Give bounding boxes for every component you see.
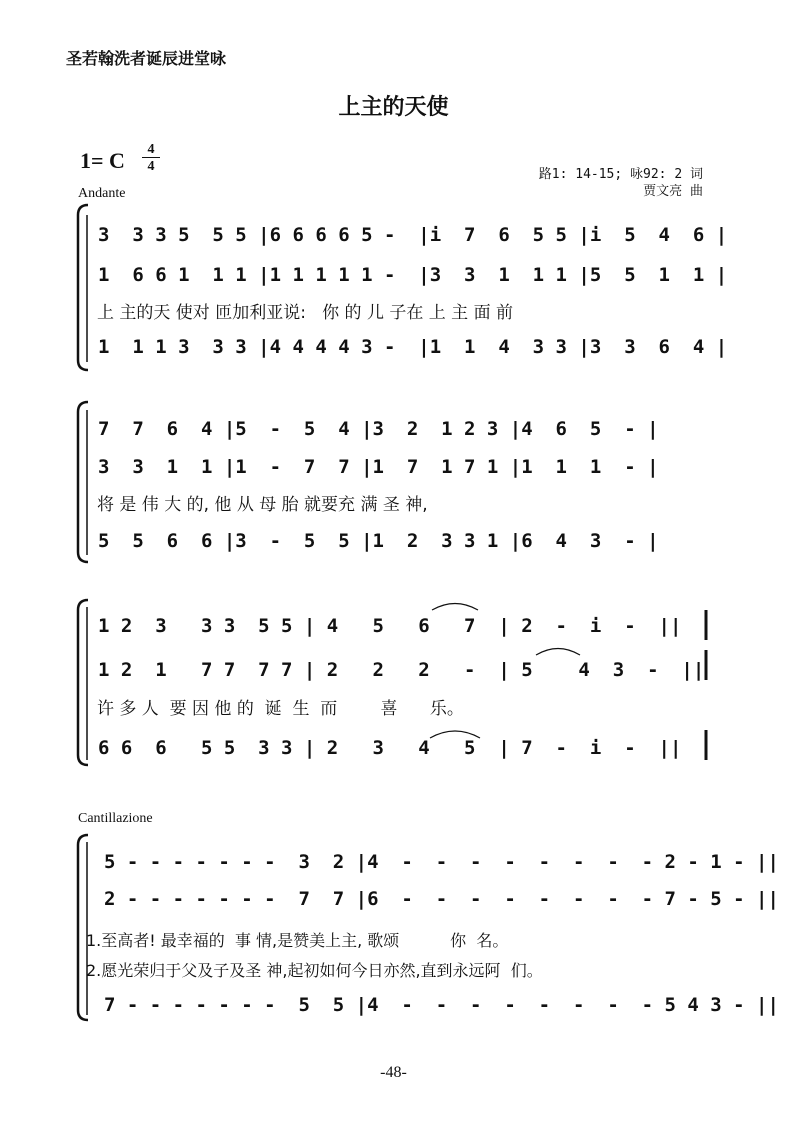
tempo-marking-cantillazione: Cantillazione (78, 811, 153, 826)
song-title: 上主的天使 (338, 94, 449, 120)
system1-lyrics: 上 主的天 使对 匝加利亚说: 你 的 儿 子在 上 主 面 前 (97, 303, 513, 323)
system1-soprano: 3 3 3 5 5 5 |6 6 6 6 5 - |i 7 6 5 5 |i 5 4 6 | (98, 224, 728, 246)
system4-lyrics-verse1: 1.至高者! 最幸福的 事 情,是赞美上主, 歌颂 你 名。 (86, 931, 509, 950)
system3-soprano: 1 2 3 3 3 5 5 | 4 5 6 7 | 2 - i - || (98, 615, 682, 637)
system2-lyrics: 将 是 伟 大 的, 他 从 母 胎 就要充 满 圣 神, (97, 495, 428, 515)
page-number: -48- (380, 1064, 407, 1081)
key-signature: 1= C (80, 148, 125, 173)
system4-bass: 7 - - - - - - - 5 5 |4 - - - - - - - - 5 4 3 - || (104, 994, 779, 1016)
system4-alto: 2 - - - - - - - 7 7 |6 - - - - - - - - 7 - 5 - || (104, 888, 779, 910)
tempo-marking: Andante (78, 186, 126, 201)
composer-credit: 贾文亮 曲 (643, 184, 703, 199)
system2-soprano: 7 7 6 4 |5 - 5 4 |3 2 1 2 3 |4 6 5 - | (98, 418, 659, 440)
liturgical-header: 圣若翰洗者诞辰进堂咏 (66, 49, 227, 68)
system1-bass: 1 1 1 3 3 3 |4 4 4 4 3 - |1 1 4 3 3 |3 3 6 4 | (98, 336, 728, 358)
time-denominator: 4 (147, 159, 155, 174)
system2-bass: 5 5 6 6 |3 - 5 5 |1 2 3 3 1 |6 4 3 - | (98, 530, 659, 552)
system1-alto: 1 6 6 1 1 1 |1 1 1 1 1 - |3 3 1 1 1 |5 5 1 1 | (98, 264, 728, 286)
system3-lyrics: 许 多 人 要 因 他 的 诞 生 而 喜 乐。 (97, 699, 464, 719)
system3-alto: 1 2 1 7 7 7 7 | 2 2 2 - | 5 4 3 - || (98, 659, 705, 681)
lyrics-credit: 路1: 14-15; 咏92: 2 词 (538, 167, 703, 182)
system2-alto: 3 3 1 1 |1 - 7 7 |1 7 1 7 1 |1 1 1 - | (98, 456, 659, 478)
system4-lyrics-verse2: 2.愿光荣归于父及子及圣 神,起初如何今日亦然,直到永远阿 们。 (86, 961, 543, 980)
system3-bass: 6 6 6 5 5 3 3 | 2 3 4 5 | 7 - i - || (98, 737, 682, 759)
system4-soprano: 5 - - - - - - - 3 2 |4 - - - - - - - - 2 - 1 - || (104, 851, 779, 873)
time-numerator: 4 (147, 142, 155, 157)
